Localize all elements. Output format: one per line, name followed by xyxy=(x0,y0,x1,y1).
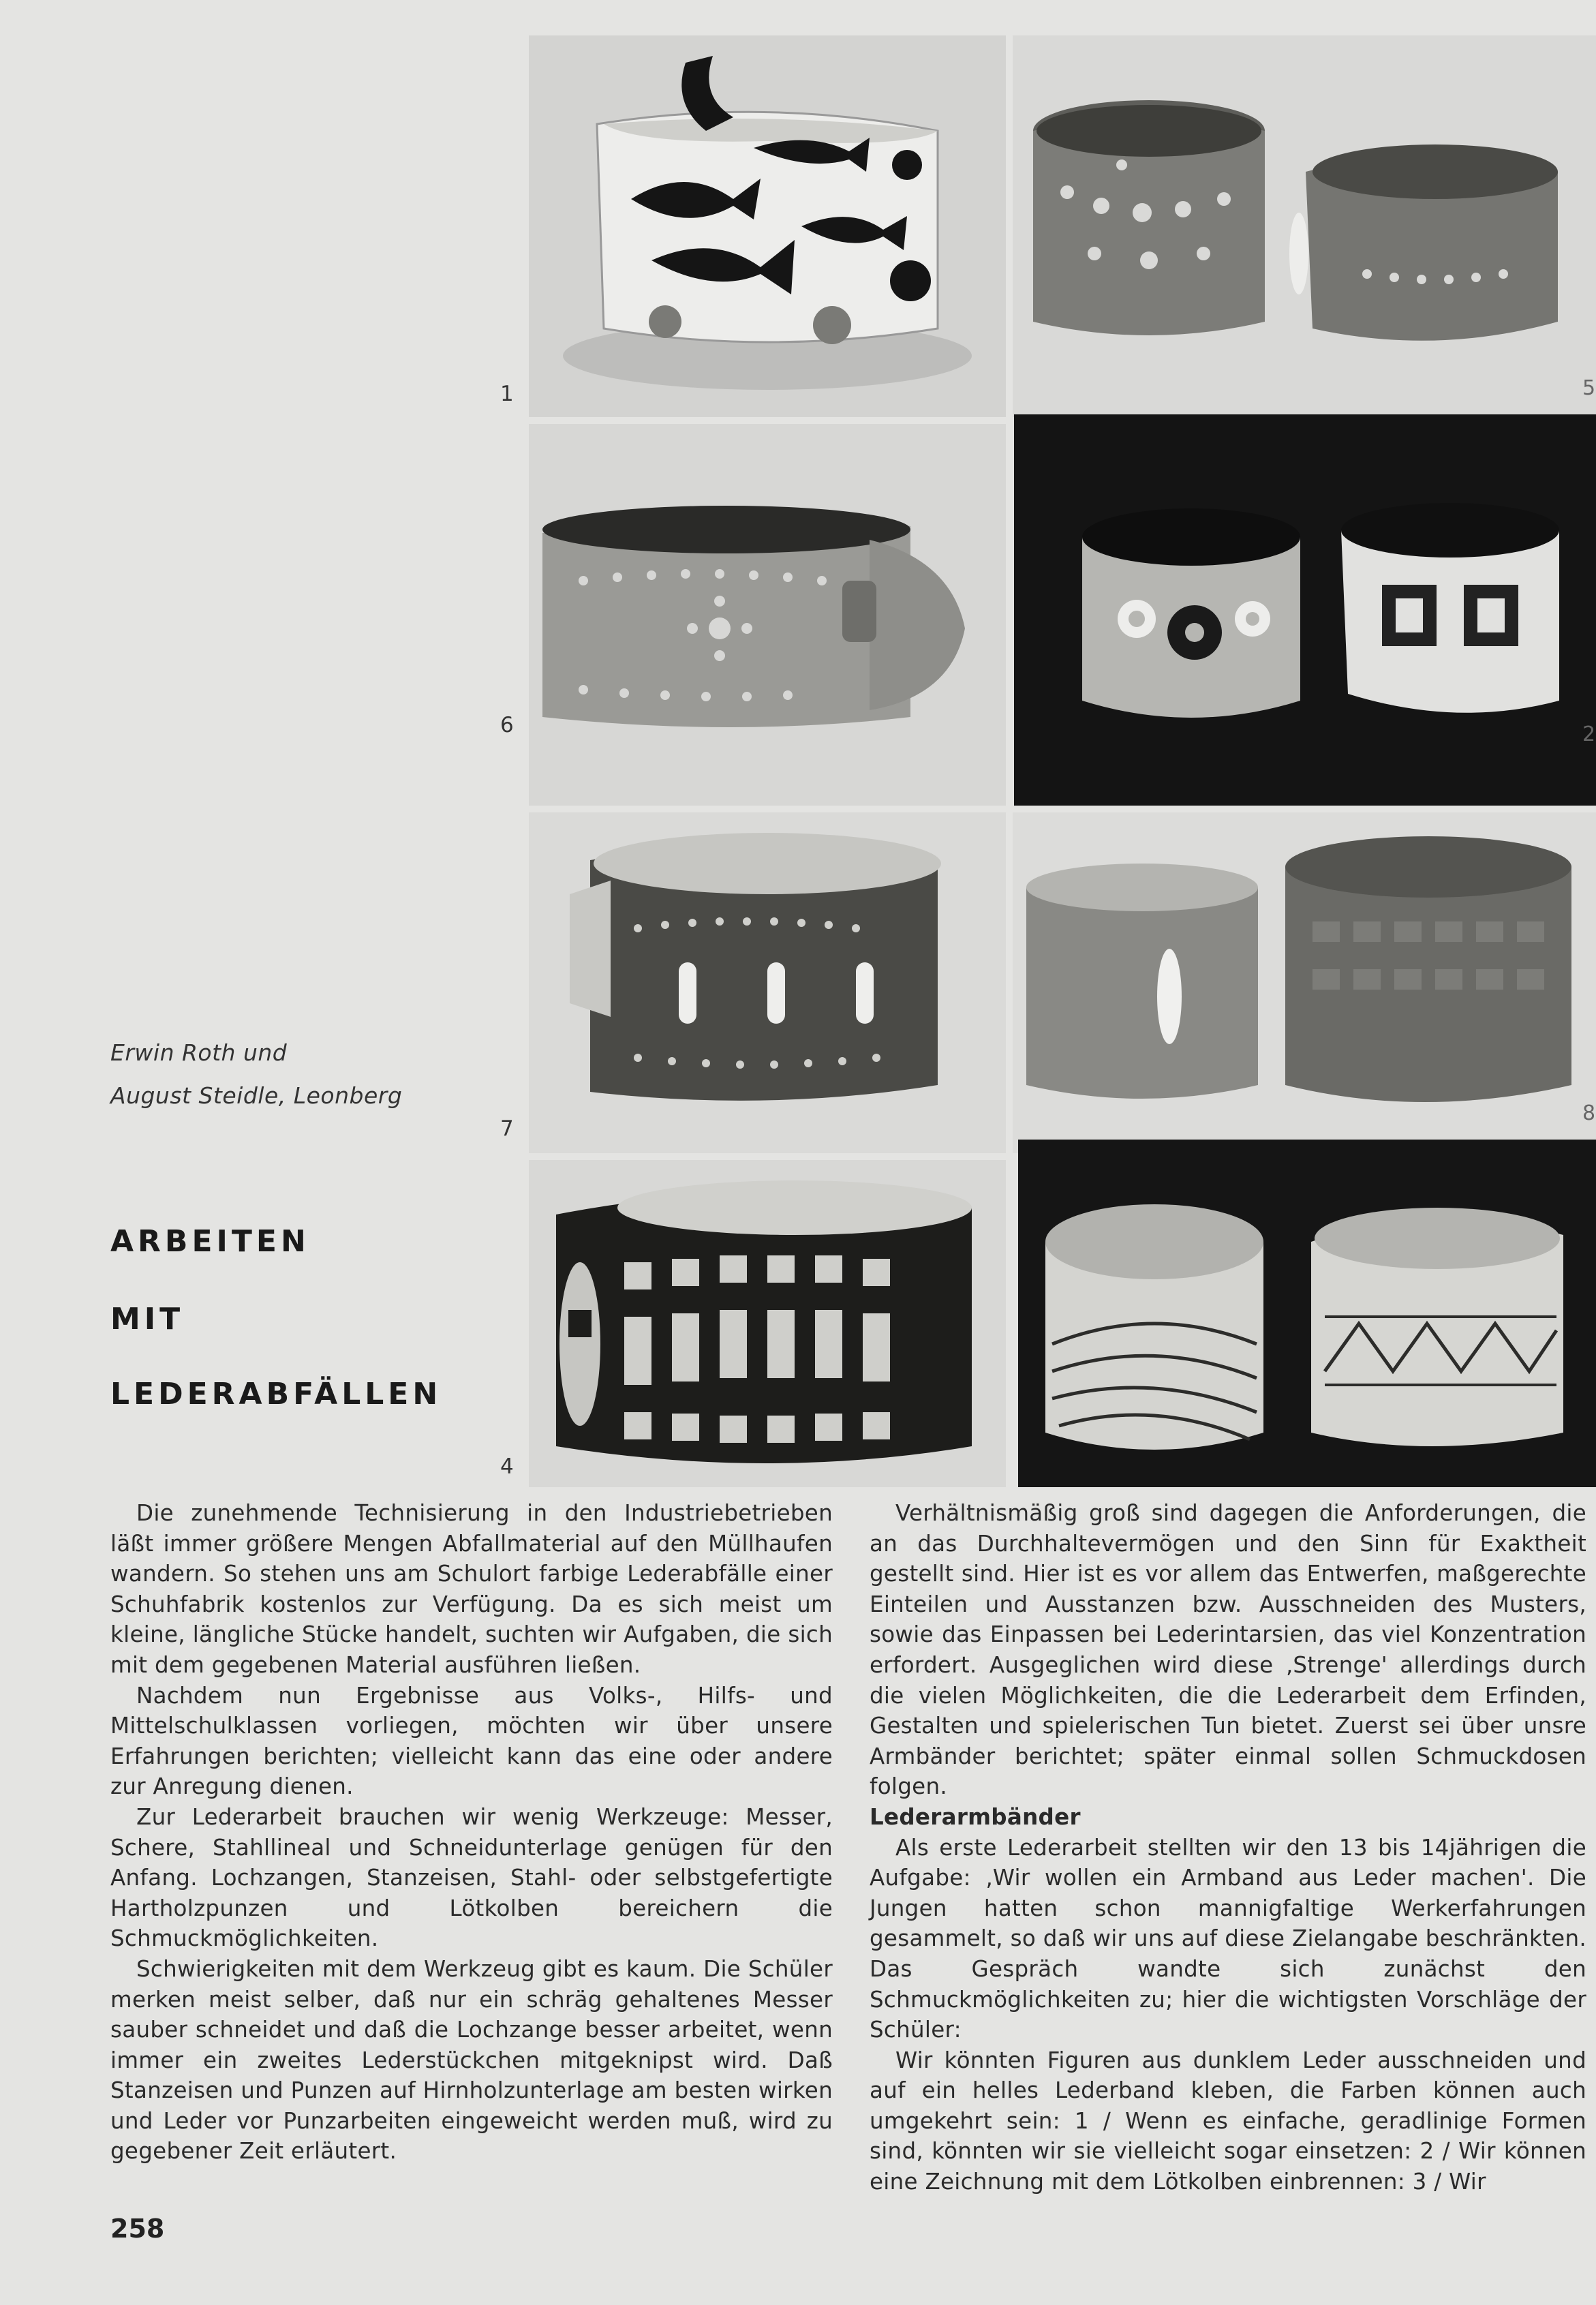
body-paragraph: Nachdem nun Ergebnisse aus Volks-, Hilfs- und Mittelschulklassen vorliegen, möchten wir über unsere Erfahrungen berichten; vielleicht kann das eine oder andere zur Anregung dienen. xyxy=(110,1682,833,1800)
figure-2-photo xyxy=(1014,414,1596,806)
body-paragraph: Verhältnismäßig groß sind dagegen die Anforderungen, die an das Durchhaltevermögen und den Sinn für Exaktheit gestellt sind. Hier ist es vor allem das Entwerfen, maßgerechte Einteilen und Ausstanzen bzw. Ausschneiden des Musters, sowie das Einpassen bei Lederintarsien, das viel Konzentration erfordert. Ausgeglichen wird diese ‚Strenge' allerdings durch die vielen Möglichkeiten, die die Lederarbeit dem Erfinden, Gestalten und spielerischen Tun bietet. Zuerst sei über unsre Armbänder berichtet; später einmal sollen Schmuckdosen folgen. xyxy=(870,1500,1586,1800)
body-paragraph: Zur Lederarbeit brauchen wir wenig Werkzeuge: Messer, Schere, Stahllineal und Schneidunterlage genügen für den Anfang. Lochzangen, Stanzeisen, Stahl- oder selbstgefertigte Hartholzpunzen und Lötkolben bereichern die Schmuckmöglichkeiten. xyxy=(110,1803,833,1952)
perforated-armbands-illustration xyxy=(1013,35,1596,417)
margin-mark-8: 8 xyxy=(1582,1101,1596,1125)
fish-armband-illustration xyxy=(529,35,1006,417)
page-number: 258 xyxy=(110,2214,165,2244)
body-column-left xyxy=(110,1498,833,2167)
figure-number-4: 4 xyxy=(500,1454,514,1479)
figure-6-photo xyxy=(529,424,1006,806)
body-paragraph: Als erste Lederarbeit stellten wir den 13 bis 14jährigen die Aufgabe: ‚Wir wollen ein Armband aus Leder machen'. Die Jungen hatten schon mannigfaltige Werkerfahrungen gesammelt, so daß wir uns auf diese Zielangabe beschränkten. Das Gespräch wandte sich zunächst den Schmuckmöglichkeiten zu; hier die wichtigsten Vorschläge der Schüler: xyxy=(870,1834,1586,2043)
stamped-armbands-illustration xyxy=(1013,812,1596,1153)
burned-armbands-illustration xyxy=(1018,1140,1596,1487)
margin-mark-5: 5 xyxy=(1582,376,1596,400)
article-title-line-2: MIT xyxy=(110,1302,185,1337)
margin-mark-2: 2 xyxy=(1582,722,1596,746)
figure-5-photo xyxy=(1013,35,1596,417)
body-paragraph: Wir könnten Figuren aus dunklem Leder ausschneiden und auf ein helles Lederband kleben, die Farben können auch umgekehrt sein: 1 / Wenn es einfache, geradlinige Formen sind, könnten wir sie vielleicht sogar einsetzen: 2 / Wir können eine Zeichnung mit dem Lötkolben einbrennen: 3 / Wir xyxy=(870,2047,1586,2195)
figure-number-6: 6 xyxy=(500,713,514,737)
punched-armband-illustration xyxy=(529,812,1006,1153)
inlay-armbands-illustration xyxy=(1014,414,1596,806)
author-line-1: Erwin Roth und xyxy=(110,1039,288,1066)
body-column-right xyxy=(870,1498,1586,2197)
body-paragraph: Schwierigkeiten mit dem Werkzeug gibt es kaum. Die Schüler merken meist selber, daß nur ein schräg gehaltenes Messer sauber schneidet und daß die Lochzange besser arbeitet, wenn immer ein zweites Lederstückchen mitgeknipst wird. Daß Stanzeisen und Punzen auf Hirnholzunterlage am besten wirken und Leder vor Punzarbeiten eingeweicht werden muß, wird zu gegebener Zeit erläutert. xyxy=(110,1955,833,2165)
author-line-2: August Steidle, Leonberg xyxy=(110,1082,403,1109)
section-heading: Lederarmbänder xyxy=(870,1803,1081,1830)
figure-number-1: 1 xyxy=(500,382,514,406)
figure-7-photo xyxy=(529,812,1006,1153)
figure-1-photo xyxy=(529,35,1006,417)
figure-8-photo xyxy=(1013,812,1596,1153)
figure-3-photo xyxy=(1018,1140,1596,1487)
photo-grid xyxy=(529,35,1596,1487)
figure-number-7: 7 xyxy=(500,1116,514,1141)
figure-4-photo xyxy=(529,1160,1006,1487)
body-paragraph: Die zunehmende Technisierung in den Industriebetrieben läßt immer größere Mengen Abfallmaterial auf den Müllhaufen wandern. So stehen uns am Schulort farbige Lederabfälle einer Schuhfabrik kostenlos zur Verfügung. Da es sich meist um kleine, längliche Stücke handelt, suchten wir Aufgaben, die sich mit dem gegebenen Material ausführen ließen. xyxy=(110,1500,833,1678)
article-title-line-1: ARBEITEN xyxy=(110,1224,310,1259)
cutout-armband-illustration xyxy=(529,1160,1006,1487)
article-title-line-3: LEDERABFÄLLEN xyxy=(110,1377,442,1411)
toggle-armband-illustration xyxy=(529,424,1006,806)
